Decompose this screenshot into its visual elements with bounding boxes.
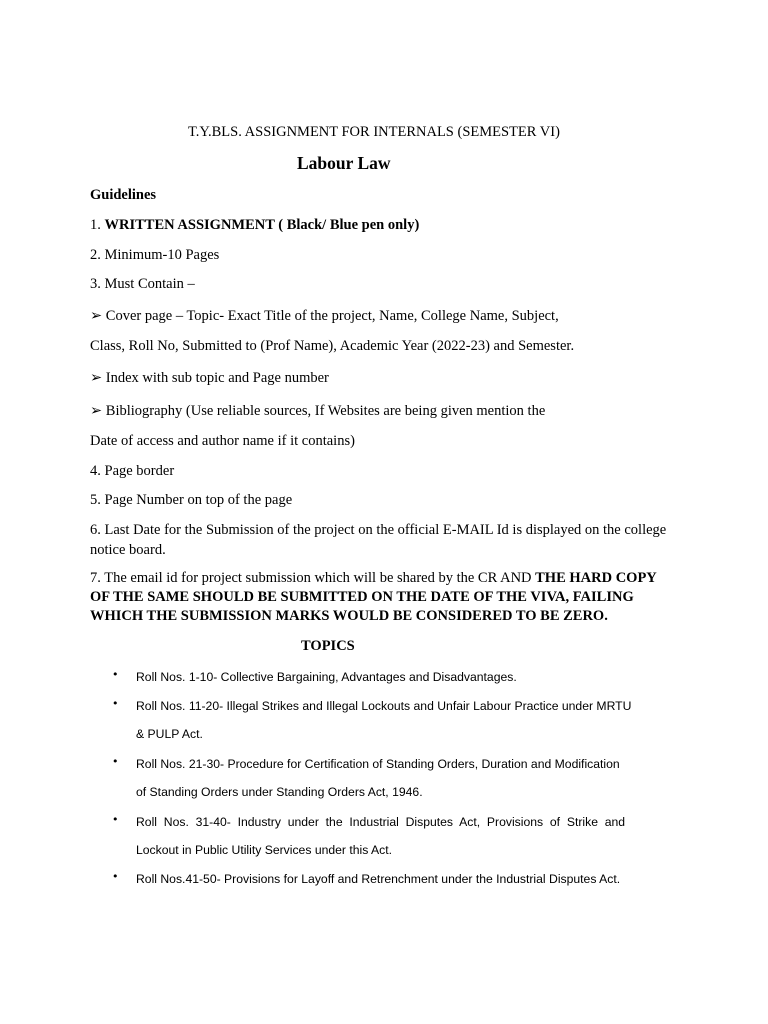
topic-item: Roll Nos. 31-40- Industry under the Industrial Disputes Act, Provisions of Strike and <box>136 815 626 829</box>
arrow-bullet-icon: ➢ <box>90 308 103 324</box>
topic-item-continued: of Standing Orders under Standing Orders Act, 1946. <box>136 785 423 799</box>
topic-item-continued: Lockout in Public Utility Services under this Act. <box>136 843 393 857</box>
sub-item-cover-page-continued: Class, Roll No, Submitted to (Prof Name), Academic Year (2022-23) and Semester. <box>90 338 575 354</box>
guideline-item-6-continued: notice board. <box>90 542 166 558</box>
sub-item-bibliography-text: Bibliography (Use reliable sources, If Websites are being given mention the <box>105 403 546 419</box>
guideline-item-7-plain: 7. The email id for project submission which will be shared by the CR AND <box>90 570 536 586</box>
topic-item: Roll Nos. 11-20- Illegal Strikes and Illegal Lockouts and Unfair Labour Practice under MRTU <box>136 699 632 713</box>
bullet-icon: • <box>112 697 119 710</box>
guideline-item-4: 4. Page border <box>90 463 175 479</box>
guideline-item-7-bold-line-3: WHICH THE SUBMISSION MARKS WOULD BE CONSIDERED TO BE ZERO. <box>90 608 608 624</box>
guideline-item-3: 3. Must Contain – <box>90 276 195 292</box>
sub-item-cover-page <box>90 306 559 326</box>
bullet-icon: • <box>112 870 119 883</box>
topic-item-continued: & PULP Act. <box>136 727 203 741</box>
guideline-item-1 <box>90 215 419 235</box>
topic-item: Roll Nos. 21-30- Procedure for Certification of Standing Orders, Duration and Modification <box>136 757 620 771</box>
subject-title: Labour Law <box>297 153 391 173</box>
sub-item-cover-page-text: Cover page – Topic- Exact Title of the project, Name, College Name, Subject, <box>105 308 559 324</box>
sub-item-index <box>90 368 329 388</box>
bullet-icon: • <box>112 668 119 681</box>
arrow-bullet-icon: ➢ <box>90 403 103 419</box>
guideline-item-6: 6. Last Date for the Submission of the project on the official E-MAIL Id is displayed on the college <box>90 522 667 538</box>
guideline-item-7 <box>90 568 657 588</box>
bullet-icon: • <box>112 755 119 768</box>
topic-item: Roll Nos. 1-10- Collective Bargaining, Advantages and Disadvantages. <box>136 670 517 684</box>
guidelines-heading: Guidelines <box>90 187 157 203</box>
guideline-item-2: 2. Minimum-10 Pages <box>90 247 220 263</box>
guideline-item-7-bold: THE HARD COPY <box>535 570 657 586</box>
topics-heading: TOPICS <box>301 638 355 654</box>
course-line: T.Y.BLS. ASSIGNMENT FOR INTERNALS (SEMESTER VI) <box>188 124 560 140</box>
topic-item: Roll Nos.41-50- Provisions for Layoff and Retrenchment under the Industrial Disputes Act. <box>136 872 621 886</box>
sub-item-index-text: Index with sub topic and Page number <box>105 370 329 386</box>
bullet-icon: • <box>112 813 119 826</box>
sub-item-bibliography-continued: Date of access and author name if it contains) <box>90 433 355 449</box>
arrow-bullet-icon: ➢ <box>90 370 103 386</box>
guideline-item-5: 5. Page Number on top of the page <box>90 492 293 508</box>
sub-item-bibliography <box>90 401 545 421</box>
guideline-item-1-number: 1. <box>90 217 105 233</box>
guideline-item-7-bold-line-2: OF THE SAME SHOULD BE SUBMITTED ON THE DATE OF THE VIVA, FAILING <box>90 589 634 605</box>
guideline-item-1-text: WRITTEN ASSIGNMENT ( Black/ Blue pen only) <box>104 217 420 233</box>
